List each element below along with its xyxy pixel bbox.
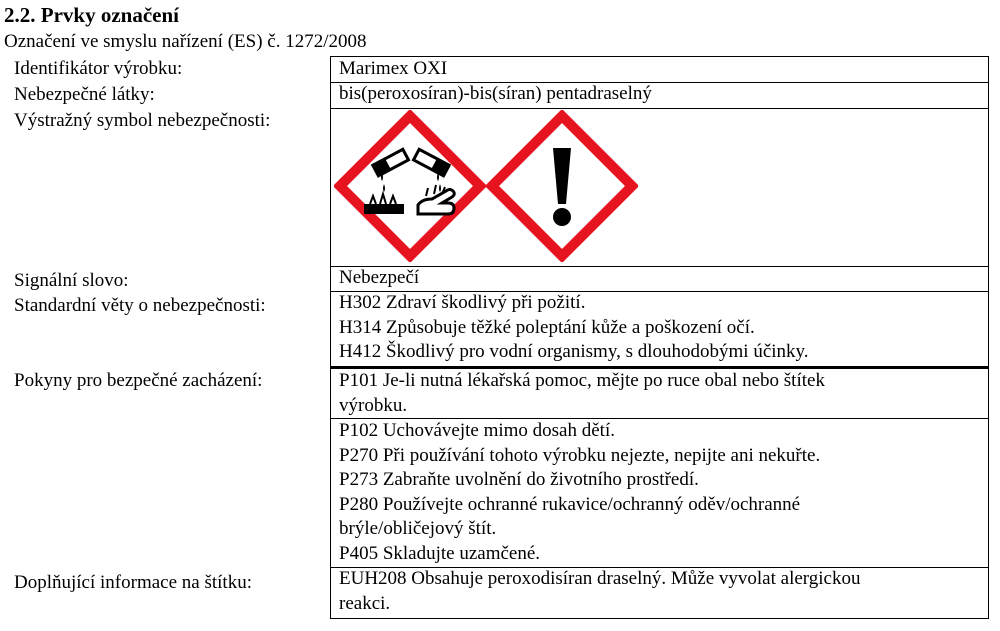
- hazard-statement-h302: H302 Zdraví škodlivý při požití.: [339, 292, 586, 313]
- precautionary-statements-label: Pokyny pro bezpečné zacházení:: [14, 370, 263, 391]
- hazardous-substances-label: Nebezpečné látky:: [14, 84, 155, 105]
- precautionary-statement-p273: P273 Zabraňte uvolnění do životního prostředí.: [339, 469, 699, 490]
- hazardous-substances-value: bis(peroxosíran)-bis(síran) pentadraselný: [339, 83, 652, 104]
- section-title: 2.2. Prvky označení: [4, 3, 179, 27]
- signal-word-value: Nebezpečí: [339, 267, 420, 288]
- precautionary-statement-p101-cont: výrobku.: [339, 394, 408, 416]
- product-identifier-label: Identifikátor výrobku:: [14, 58, 183, 79]
- corrosion-icon: [334, 110, 486, 262]
- hazard-statements-cell: [330, 291, 989, 367]
- section-subtitle: Označení ve smyslu nařízení (ES) č. 1272/2008: [4, 31, 367, 52]
- supplemental-info-euh208: EUH208 Obsahuje peroxodisíran draselný. Může vyvolat alergickou: [339, 568, 861, 589]
- product-identifier-cell: [330, 56, 989, 83]
- hazard-pictograms-label: Výstražný symbol nebezpečnosti:: [14, 110, 271, 131]
- signal-word-label: Signální slovo:: [14, 270, 129, 291]
- precautionary-statement-p280: P280 Používejte ochranné rukavice/ochranný oděv/ochranné: [339, 493, 801, 515]
- signal-word-cell: [330, 266, 989, 292]
- precautionary-statements-cell-1: [330, 367, 989, 419]
- supplemental-info-cell: [330, 567, 989, 619]
- precautionary-statement-p280-cont: brýle/obličejový štít.: [339, 518, 497, 539]
- supplemental-info-label: Doplňující informace na štítku:: [14, 572, 252, 593]
- precautionary-statement-p102: P102 Uchovávejte mimo dosah dětí.: [339, 420, 615, 441]
- exclamation-mark-icon: [486, 110, 638, 262]
- precautionary-statement-p270: P270 Při používání tohoto výrobku nejezte, nepijte ani nekuřte.: [339, 444, 821, 466]
- hazard-statements-label: Standardní věty o nebezpečnosti:: [14, 295, 266, 316]
- precautionary-statements-cell-2: [330, 418, 989, 568]
- precautionary-statement-p101: P101 Je-li nutná lékařská pomoc, mějte po ruce obal nebo štítek: [339, 370, 825, 391]
- product-identifier-value: Marimex OXI: [339, 58, 448, 79]
- hazardous-substances-cell: [330, 82, 989, 109]
- hazard-statement-h412: H412 Škodlivý pro vodní organismy, s dlouhodobými účinky.: [339, 341, 809, 362]
- supplemental-info-euh208-cont: reakci.: [339, 592, 391, 614]
- precautionary-statement-p405: P405 Skladujte uzamčené.: [339, 542, 541, 564]
- hazard-statement-h314: H314 Způsobuje těžké poleptání kůže a poškození očí.: [339, 316, 755, 338]
